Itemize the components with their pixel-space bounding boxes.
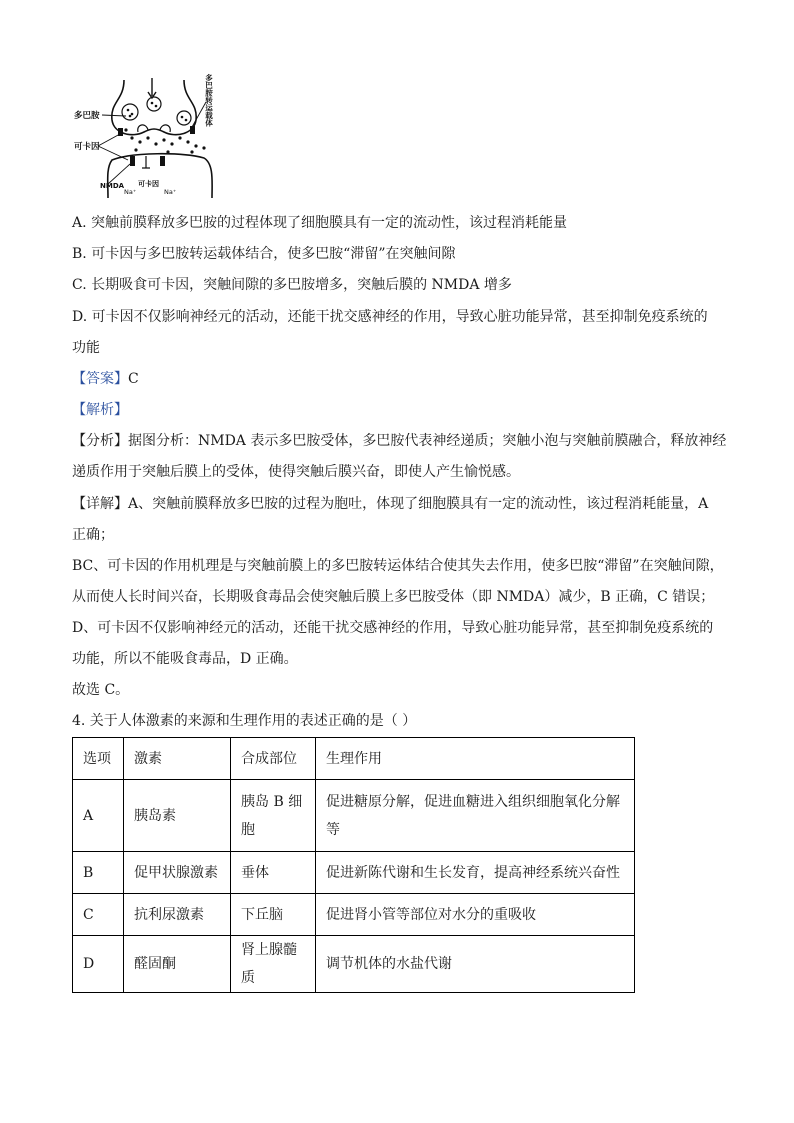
vesicle [147,97,161,111]
label-na-2: Na⁺ [164,188,177,196]
option-d-continued: 功能 [72,340,100,356]
option-b: B. 可卡因与多巴胺转运载体结合，使多巴胺“滞留”在突触间隙 [72,246,456,262]
detail-line-1: 【详解】A、突触前膜释放多巴胺的过程为胞吐，体现了细胞膜具有一定的流动性，该过程消耗能量，A [72,496,709,512]
synapse-diagram [72,72,232,200]
label-cocaine: 可卡因 [74,142,100,152]
answer-value: C [128,371,139,387]
label-dopamine: 多巴胺 [74,111,100,121]
analysis-label: 【解析】 [72,402,128,418]
hormone-table [72,737,635,993]
table-cell: 醛固酮 [124,936,231,993]
table-cell: 垂体 [231,852,316,894]
table-cell: 胰岛素 [124,780,231,852]
table-cell: B [73,852,124,894]
fenxi-line-2: 递质作用于突触后膜上的受体，使得突触后膜兴奋，即使人产生愉悦感。 [72,464,520,480]
detail-line-2: 正确； [72,527,114,543]
table-cell: 胰岛 B 细胞 [231,780,316,852]
header-cell: 合成部位 [231,738,316,780]
answer-line [72,369,139,389]
table-row [73,780,635,852]
question-4: 4. 关于人体激素的来源和生理作用的表述正确的是（ ） [72,713,417,729]
nmda-receptor [130,156,135,166]
table-cell: 调节机体的水盐代谢 [316,936,635,993]
option-d: D. 可卡因不仅影响神经元的活动，还能干扰交感神经的作用，导致心脏功能异常，甚至抑制免疫系统的 [72,309,708,325]
answer-label: 【答案】 [72,371,128,387]
detail-line-3: BC、可卡因的作用机理是与突触前膜上的多巴胺转运体结合使其失去作用，使多巴胺“滞留”在突触间隙， [72,558,724,574]
table-cell: C [73,894,124,936]
header-cell: 生理作用 [316,738,635,780]
option-c: C. 长期吸食可卡因，突触间隙的多巴胺增多，突触后膜的 NMDA 增多 [72,277,512,293]
header-cell: 激素 [124,738,231,780]
option-a: A. 突触前膜释放多巴胺的过程体现了细胞膜具有一定的流动性，该过程消耗能量 [72,215,568,231]
detail-line-5: D、可卡因不仅影响神经元的活动，还能干扰交感神经的作用，导致心脏功能异常，甚至抑制免疫系统的 [72,620,714,636]
table-cell: 肾上腺髓质 [231,936,316,993]
vesicle [177,111,191,125]
label-transporter: 多巴胺转运载体 [204,74,214,127]
table-row [73,894,635,936]
nmda-receptor [160,156,165,166]
header-cell: 选项 [73,738,124,780]
label-cocaine-inner: 可卡因 [138,180,159,188]
transporter [190,126,195,134]
table-cell: 促进糖原分解，促进血糖进入组织细胞氧化分解等 [316,780,635,852]
fenxi-label: 【分析】 [72,433,128,449]
table-row [73,936,635,993]
vesicle [122,104,138,120]
table-cell: 促进肾小管等部位对水分的重吸收 [316,894,635,936]
table-cell: 促甲状腺激素 [124,852,231,894]
table-cell: 抗利尿激素 [124,894,231,936]
table-cell: 下丘脑 [231,894,316,936]
detail-line-7: 故选 C。 [72,682,130,698]
table-header-row [73,738,635,780]
table-cell: A [73,780,124,852]
presynaptic-membrane [112,80,196,135]
label-na-1: Na⁺ [124,188,137,196]
detail-label: 【详解】 [72,496,128,512]
detail-line-6: 功能，所以不能吸食毒品，D 正确。 [72,651,298,667]
table-row [73,852,635,894]
fenxi-line-1: 【分析】据图分析：NMDA 表示多巴胺受体，多巴胺代表神经递质；突触小泡与突触前膜融合，释放神经 [72,433,727,449]
label-nmda: NMDA [100,182,125,190]
table-cell: 促进新陈代谢和生长发育，提高神经系统兴奋性 [316,852,635,894]
detail-line-4: 从而使人长时间兴奋，长期吸食毒品会使突触后膜上多巴胺受体（即 NMDA）减少，B 正确，C 错误； [72,589,715,605]
table-cell: D [73,936,124,993]
